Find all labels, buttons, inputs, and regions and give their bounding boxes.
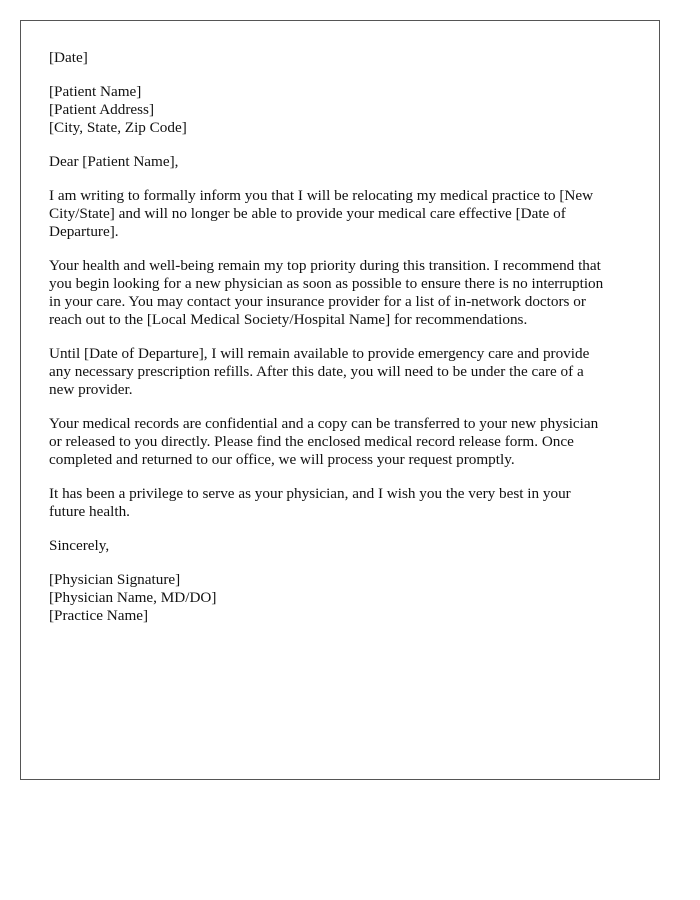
recipient-address-block bbox=[49, 83, 641, 137]
paragraph-line: reach out to the [Local Medical Society/Hospital Name] for recommendations. bbox=[49, 311, 528, 328]
closing-block bbox=[49, 537, 641, 555]
recipient-name: [Patient Name] bbox=[49, 83, 142, 100]
paragraph-medical-records bbox=[49, 415, 641, 469]
practice-name: [Practice Name] bbox=[49, 607, 149, 624]
paragraph-farewell bbox=[49, 485, 641, 521]
letter-page bbox=[20, 20, 660, 780]
recipient-city-state-zip: [City, State, Zip Code] bbox=[49, 119, 187, 136]
paragraph-line: new provider. bbox=[49, 381, 133, 398]
paragraph-line: I am writing to formally inform you that I will be relocating my medical practice to [New bbox=[49, 187, 594, 204]
paragraph-line: completed and returned to our office, we will process your request promptly. bbox=[49, 451, 515, 468]
physician-name: [Physician Name, MD/DO] bbox=[49, 589, 217, 606]
paragraph-line: Departure]. bbox=[49, 223, 119, 240]
paragraph-line: Your health and well-being remain my top priority during this transition. I recommend that bbox=[49, 257, 601, 274]
letter-date: [Date] bbox=[49, 49, 88, 66]
physician-signature: [Physician Signature] bbox=[49, 571, 181, 588]
paragraph-line: It has been a privilege to serve as your physician, and I wish you the very best in your bbox=[49, 485, 571, 502]
date-block bbox=[49, 49, 641, 67]
paragraph-interim-care bbox=[49, 345, 641, 399]
letter-body bbox=[49, 49, 641, 641]
paragraph-line: any necessary prescription refills. After this date, you will need to be under the care of a bbox=[49, 363, 584, 380]
salutation-block bbox=[49, 153, 641, 171]
paragraph-line: Until [Date of Departure], I will remain available to provide emergency care and provide bbox=[49, 345, 590, 362]
salutation: Dear [Patient Name], bbox=[49, 153, 179, 170]
paragraph-line: future health. bbox=[49, 503, 130, 520]
paragraph-line: or released to you directly. Please find the enclosed medical record release form. Once bbox=[49, 433, 574, 450]
closing: Sincerely, bbox=[49, 537, 110, 554]
paragraph-line: you begin looking for a new physician as soon as possible to ensure there is no interruption bbox=[49, 275, 604, 292]
paragraph-find-new-physician bbox=[49, 257, 641, 329]
paragraph-relocation-notice bbox=[49, 187, 641, 241]
paragraph-line: in your care. You may contact your insurance provider for a list of in-network doctors or bbox=[49, 293, 586, 310]
recipient-address: [Patient Address] bbox=[49, 101, 155, 118]
signature-block bbox=[49, 571, 641, 625]
paragraph-line: City/State] and will no longer be able to provide your medical care effective [Date of bbox=[49, 205, 566, 222]
paragraph-line: Your medical records are confidential and a copy can be transferred to your new physician bbox=[49, 415, 599, 432]
